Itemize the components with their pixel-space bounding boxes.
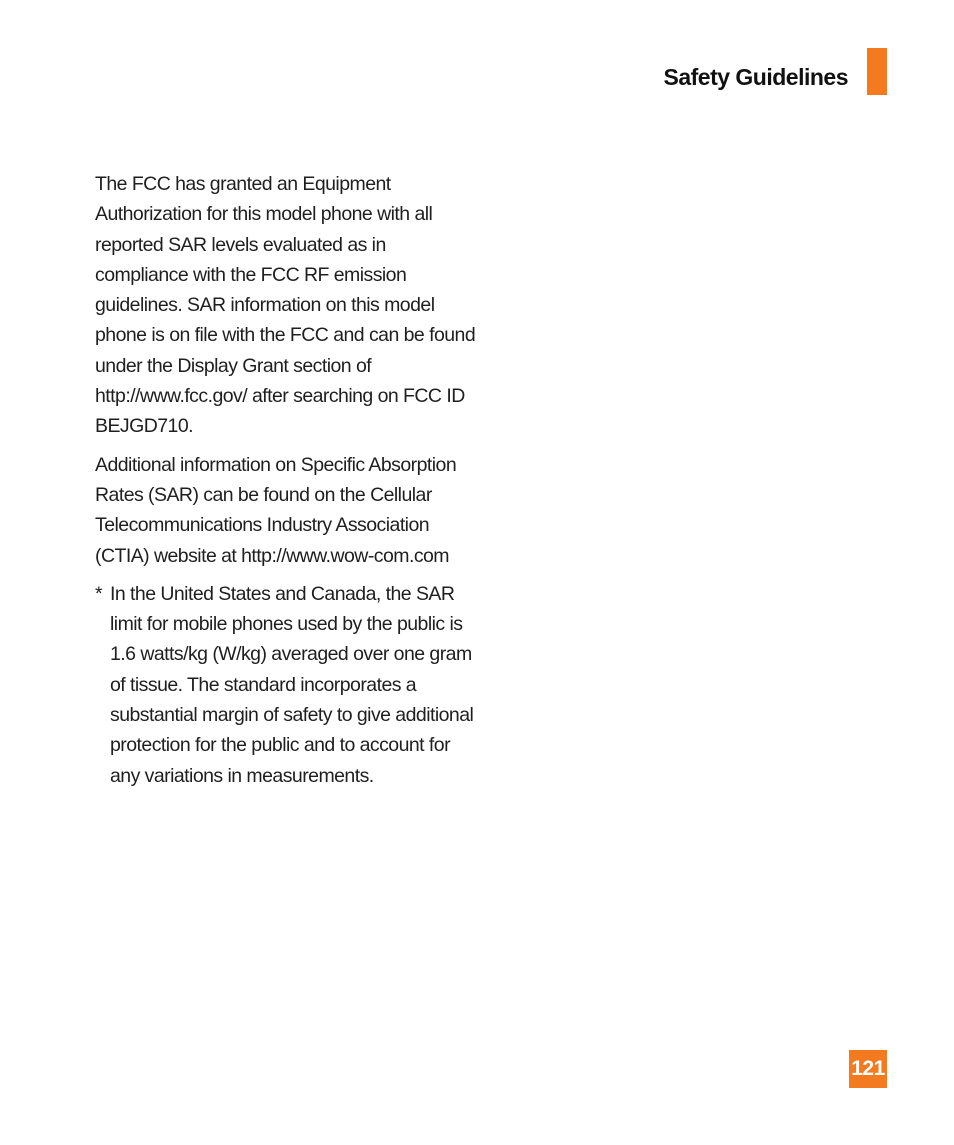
sar-information-paragraph: Additional information on Specific Absorption Rates (SAR) can be found on the Cellular Telecommunications Industry Association (CTIA) website at http://www.wow-com.com — [95, 453, 457, 567]
page-number: 121 — [849, 1050, 887, 1088]
sar-limit-note-text: In the United States and Canada, the SAR limit for mobile phones used by the public is 1.6 watts/kg (W/kg) averaged over one gram of tissue. The standard incorporates a substantial margin of safety to give additional protection for the public and to account for any variations in measurements. — [110, 582, 474, 787]
fcc-authorization-paragraph: The FCC has granted an Equipment Authorization for this model phone with all reported SAR levels evaluated as in compliance with the FCC RF emission guidelines. SAR information on this model phone is on file with the FCC and can be found under the Display Grant section of http://www.fcc.gov/ after searching on FCC ID BEJGD710. — [95, 173, 476, 438]
section-tab-marker — [867, 48, 887, 95]
body-content — [95, 169, 480, 791]
asterisk-marker: * — [95, 582, 103, 605]
sar-limit-note — [95, 579, 480, 791]
section-title: Safety Guidelines — [663, 64, 848, 90]
